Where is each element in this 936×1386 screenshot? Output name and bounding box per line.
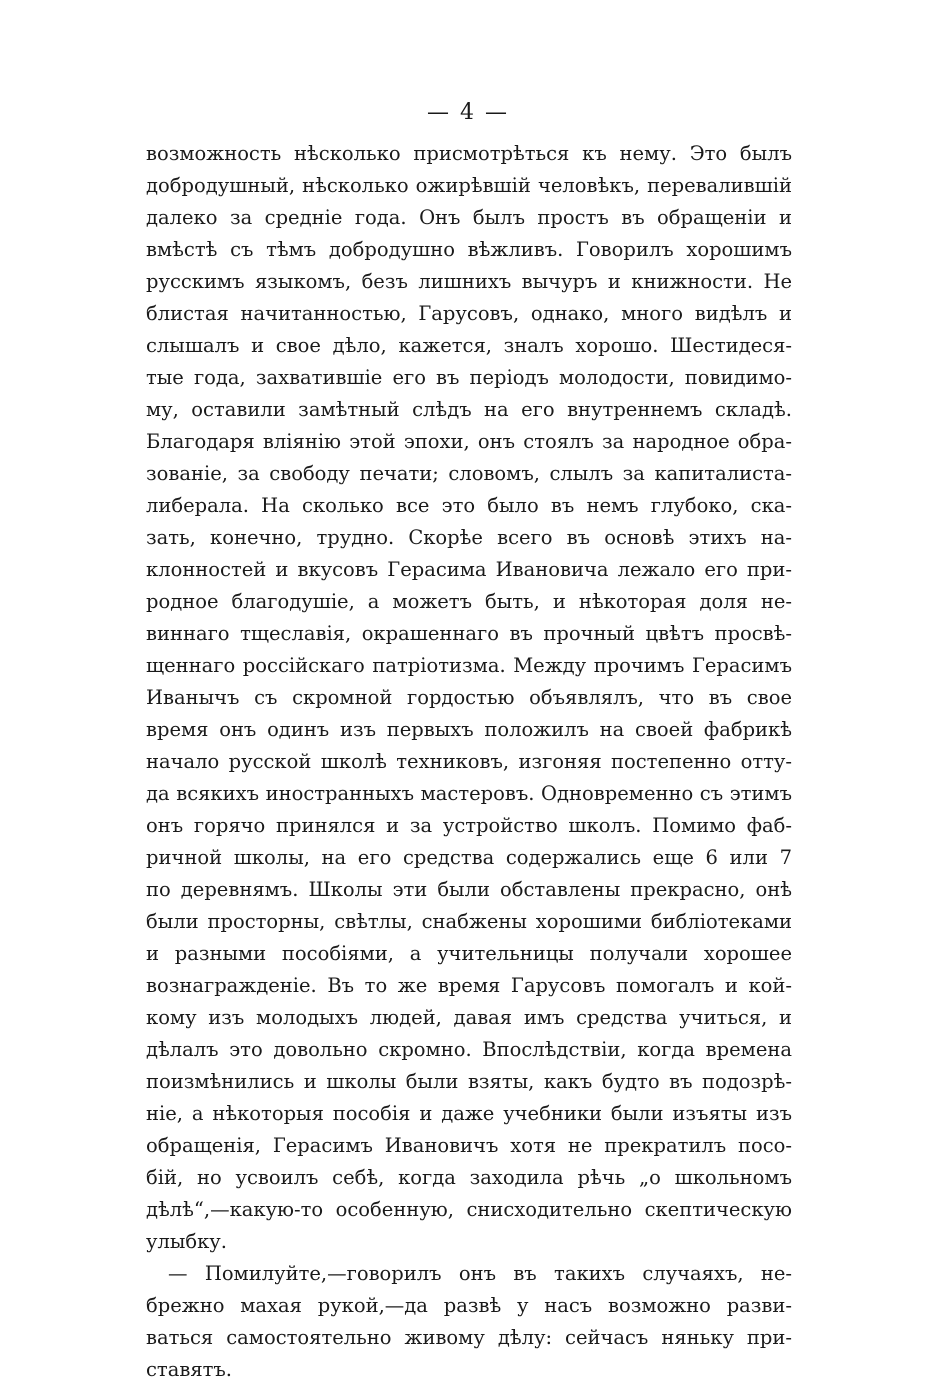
text-line: брежно махая рукой,—да развѣ у насъ возможно разви-: [146, 1294, 792, 1317]
text-line: Иванычъ съ скромной гордостью объявлялъ, что въ свое: [146, 686, 792, 709]
text-line: ричной школы, на его средства содержались еще 6 или 7: [146, 846, 792, 869]
text-line: русскимъ языкомъ, безъ лишнихъ вычуръ и книжности. Не: [146, 270, 792, 293]
text-line: обращенія, Герасимъ Ивановичъ хотя не прекратилъ посо-: [146, 1134, 792, 1157]
text-line: либерала. На сколько все это было въ немъ глубоко, ска-: [146, 494, 792, 517]
text-line: были просторны, свѣтлы, снабжены хорошими библіотеками: [146, 910, 792, 933]
text-line: дѣлалъ это довольно скромно. Впослѣдствіи, когда времена: [146, 1038, 792, 1061]
text-line: время онъ одинъ изъ первыхъ положилъ на своей фабрикѣ: [146, 718, 792, 741]
text-line: возможность нѣсколько присмотрѣться къ нему. Это былъ: [146, 142, 792, 165]
text-line: дѣлѣ“,—какую-то особенную, снисходительно скептическую: [146, 1198, 792, 1221]
text-line: зованіе, за свободу печати; словомъ, слылъ за капиталиста-: [146, 462, 792, 485]
text-line: ніе, а нѣкоторыя пособія и даже учебники были изъяты изъ: [146, 1102, 792, 1125]
text-line: зать, конечно, трудно. Скорѣе всего въ основѣ этихъ на-: [146, 526, 792, 549]
text-line: му, оставили замѣтный слѣдъ на его внутреннемъ складѣ.: [146, 398, 792, 421]
text-line: ставятъ.: [146, 1358, 233, 1381]
text-line: блистая начитанностью, Гарусовъ, однако, много видѣлъ и: [146, 302, 792, 325]
page-number: — 4 —: [427, 100, 509, 125]
text-line: бій, но усвоилъ себѣ, когда заходила рѣчь „о школьномъ: [146, 1166, 792, 1189]
text-line: клонностей и вкусовъ Герасима Ивановича лежало его при-: [146, 558, 792, 581]
text-line: Благодаря вліянію этой эпохи, онъ стоялъ за народное обра-: [146, 430, 792, 453]
text-line: слышалъ и свое дѣло, кажется, зналъ хорошо. Шестидеся-: [146, 334, 792, 357]
text-line: начало русской школѣ техниковъ, изгоняя постепенно отту-: [146, 750, 792, 773]
text-line: онъ горячо принялся и за устройство школъ. Помимо фаб-: [146, 814, 792, 837]
text-line: по деревнямъ. Школы эти были обставлены прекрасно, онѣ: [146, 878, 792, 901]
text-line: добродушный, нѣсколько ожирѣвшій человѣкъ, перевалившій: [146, 174, 792, 197]
text-line: тые года, захватившіе его въ періодъ молодости, повидимо-: [146, 366, 792, 389]
text-line: далеко за средніе года. Онъ былъ простъ въ обращеніи и: [146, 206, 792, 229]
text-line: улыбку.: [146, 1230, 227, 1253]
text-line: и разными пособіями, а учительницы получали хорошее: [146, 942, 792, 965]
text-line: поизмѣнились и школы были взяты, какъ будто въ подозрѣ-: [146, 1070, 792, 1093]
text-line: — Помилуйте,—говорилъ онъ въ такихъ случаяхъ, не-: [168, 1262, 792, 1285]
text-line: родное благодушіе, а можетъ быть, и нѣкоторая доля не-: [146, 590, 792, 613]
text-line: да всякихъ иностранныхъ мастеровъ. Одновременно съ этимъ: [146, 782, 792, 805]
text-line: кому изъ молодыхъ людей, давая имъ средства учиться, и: [146, 1006, 792, 1029]
text-line: ваться самостоятельно живому дѣлу: сейчасъ няньку при-: [146, 1326, 792, 1349]
text-line: виннаго тщеславія, окрашеннаго въ прочный цвѣтъ просвѣ-: [146, 622, 792, 645]
text-line: вмѣстѣ съ тѣмъ добродушно вѣжливъ. Говорилъ хорошимъ: [146, 238, 792, 261]
text-line: щеннаго россійскаго патріотизма. Между прочимъ Герасимъ: [146, 654, 792, 677]
body-text: [146, 138, 792, 1386]
text-line: вознагражденіе. Въ то же время Гарусовъ помогалъ и кой-: [146, 974, 792, 997]
